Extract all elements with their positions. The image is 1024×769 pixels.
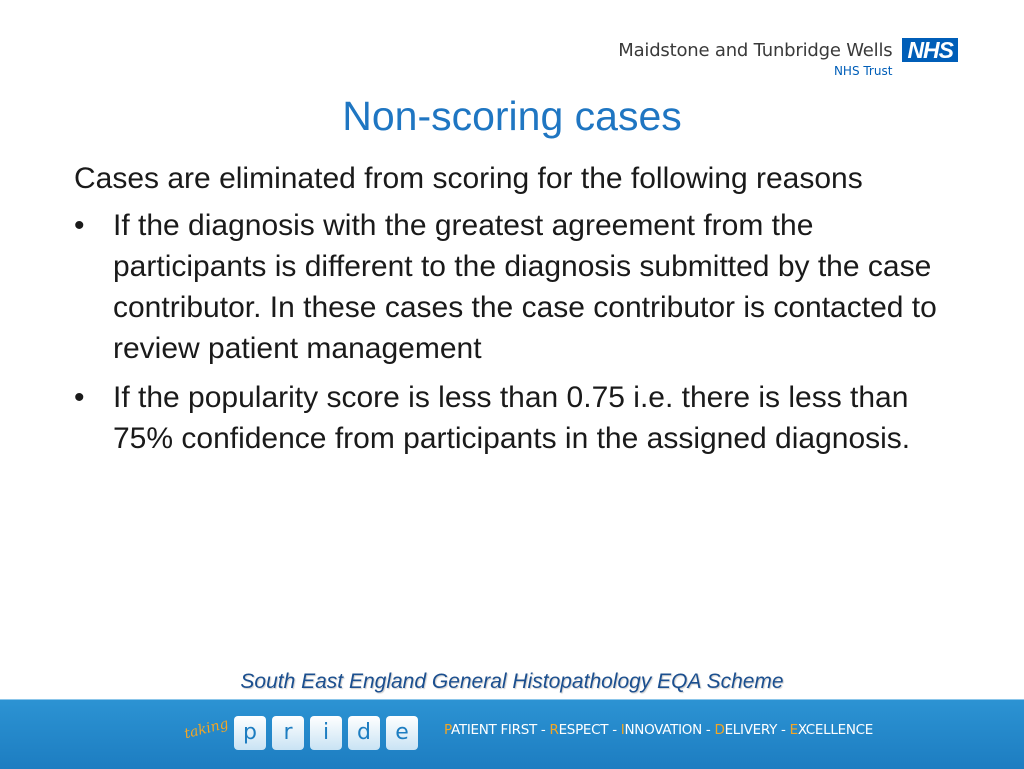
value-initial: R <box>549 722 559 738</box>
pride-tile: p <box>234 716 266 750</box>
bullet-text: If the diagnosis with the greatest agreement from the participants is different to the diagnosis submitted by the case contributor. In these cases the case contributor is contacted to review patient management <box>113 209 937 365</box>
value-rest: ESPECT <box>558 722 609 738</box>
bullet-item <box>74 205 964 369</box>
scheme-label: South East England General Histopathology EQA Scheme <box>240 670 784 693</box>
org-block <box>618 36 892 78</box>
bullet-marker: • <box>74 381 85 414</box>
bullet-list <box>74 205 964 459</box>
value-separator: - <box>536 722 550 738</box>
value-rest: ELIVERY <box>724 722 778 738</box>
value-rest: XCELLENCE <box>797 722 873 738</box>
value-separator: - <box>777 722 790 738</box>
pride-logo <box>234 716 424 750</box>
value-initial: P <box>444 722 451 738</box>
slide-title: Non-scoring cases <box>342 93 682 139</box>
values-strapline <box>444 722 873 738</box>
bullet-item <box>74 377 964 459</box>
taking-label: taking <box>182 715 231 743</box>
value-rest: NNOVATION <box>624 722 702 738</box>
value-initial: I <box>620 722 625 738</box>
nhs-logo-box: NHS <box>902 38 958 62</box>
org-subtitle: NHS Trust <box>833 64 893 78</box>
value-separator: - <box>608 722 621 738</box>
value-initial: E <box>789 722 798 738</box>
pride-tile: e <box>386 716 418 750</box>
intro-text: Cases are eliminated from scoring for the following reasons <box>74 162 863 195</box>
pride-tile: i <box>310 716 342 750</box>
bullet-marker: • <box>74 209 85 242</box>
pride-tile: d <box>348 716 380 750</box>
nhs-trust-logo <box>618 36 958 78</box>
value-separator: - <box>701 722 715 738</box>
bullet-text: If the popularity score is less than 0.75 i.e. there is less than 75% confidence from participants in the assigned diagnosis. <box>113 381 911 455</box>
slide-body <box>74 158 964 467</box>
value-rest: ATIENT FIRST <box>450 722 537 738</box>
pride-tile: r <box>272 716 304 750</box>
value-initial: D <box>714 722 725 738</box>
org-name: Maidstone and Tunbridge Wells <box>618 40 893 61</box>
